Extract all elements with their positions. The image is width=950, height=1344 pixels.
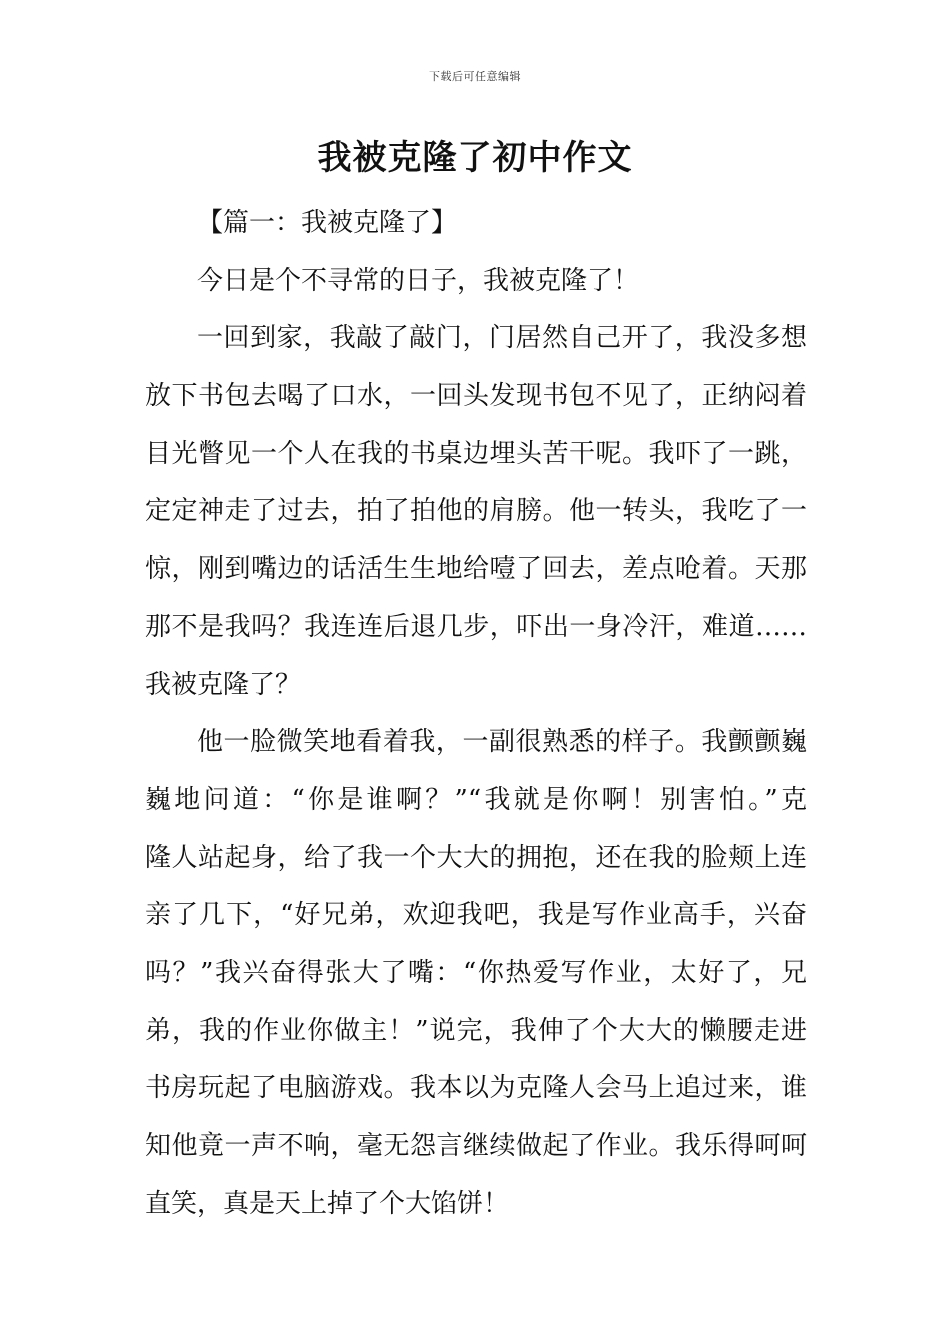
paragraph-line: 巍地问道：“你是谁啊？”“我就是你啊！别害怕。”克 [145,784,807,815]
paragraph-line: 直笑，真是天上掉了个大馅饼！ [145,1188,510,1219]
paragraph-line: 今日是个不寻常的日子，我被克隆了！ [197,265,640,296]
paragraph-line: 隆人站起身，给了我一个大大的拥抱，还在我的脸颊上连 [145,842,807,873]
paragraph-line: 定定神走了过去，拍了拍他的肩膀。他一转头，我吃了一 [145,496,807,527]
paragraph-line: 一回到家，我敲了敲门，门居然自己开了，我没多想 [197,323,807,354]
header-note: 下载后可任意编辑 [429,70,521,83]
paragraph-line: 书房玩起了电脑游戏。我本以为克隆人会马上追过来，谁 [145,1073,807,1104]
paragraph-line: 知他竟一声不响，毫无怨言继续做起了作业。我乐得呵呵 [145,1131,807,1161]
paragraph-line: 他一脸微笑地看着我，一副很熟悉的样子。我颤颤巍 [197,727,807,758]
paragraph-line: 吗？”我兴奋得张大了嘴：“你热爱写作业，太好了，兄 [145,957,807,988]
paragraph-line: 惊，刚到嘴边的话活生生地给噎了回去，差点呛着。天那 [145,554,807,585]
paragraph-line: 放下书包去喝了口水，一回头发现书包不见了，正纳闷着 [145,381,807,412]
section-heading: 【篇一：我被克隆了】 [197,208,458,238]
paragraph-line: 目光瞥见一个人在我的书桌边埋头苦干呢。我吓了一跳， [145,438,807,469]
essay-body [145,195,807,1233]
document-title: 我被克隆了初中作文 [317,138,633,178]
paragraph-line: 那不是我吗？我连连后退几步，吓出一身冷汗，难道…… [145,611,807,642]
paragraph-line: 亲了几下，“好兄弟，欢迎我吧，我是写作业高手，兴奋 [145,900,807,931]
paragraph-line: 弟，我的作业你做主！”说完，我伸了个大大的懒腰走进 [145,1015,807,1046]
paragraph-line: 我被克隆了？ [145,669,302,700]
